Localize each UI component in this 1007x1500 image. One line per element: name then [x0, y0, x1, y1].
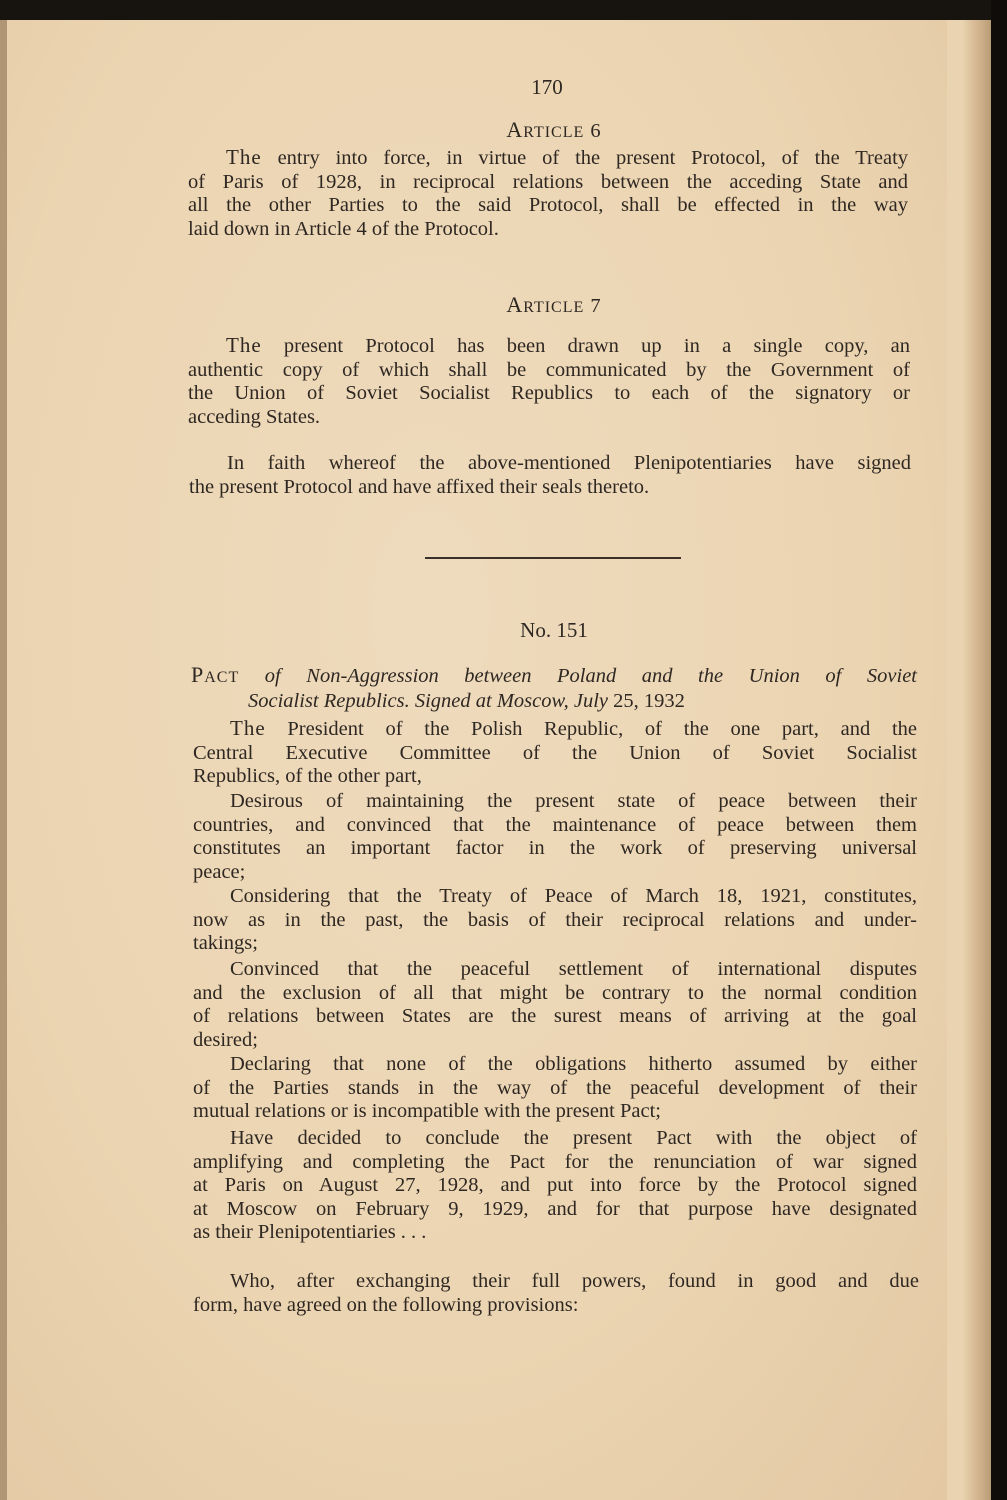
convinced-line-3: of relations between States are the surest means of arriving at the goal — [193, 1005, 917, 1027]
scan-border-top — [0, 0, 1007, 20]
considering-line-3: takings; — [193, 932, 258, 954]
article-7-line-2: authentic copy of which shall be communicated by the Government of — [188, 358, 910, 381]
have-decided-line-3: at Paris on August 27, 1928, and put into force by the Protocol signed — [193, 1174, 917, 1196]
considering-line-1: Considering that the Treaty of Peace of March 18, 1921, constitutes, — [230, 885, 917, 907]
article-6-line-4: laid down in Article 4 of the Protocol. — [188, 217, 499, 240]
faith-line-1: In faith whereof the above-mentioned Plenipotentiaries have signed — [227, 452, 911, 474]
article-6-line-1 — [188, 146, 908, 171]
article-7-heading — [7, 293, 1007, 320]
have-decided-line-2: amplifying and completing the Pact for the renunciation of war signed — [193, 1150, 917, 1173]
paragraph-desirous — [193, 790, 917, 884]
considering-line-2: now as in the past, the basis of their reciprocal relations and under- — [193, 908, 917, 931]
article-6-heading-rest: RTICLE — [523, 124, 585, 141]
have-decided-line-1: Have decided to conclude the present Pact with the object of — [230, 1127, 917, 1149]
faith-line-2: the present Protocol and have affixed their seals thereto. — [189, 475, 650, 498]
article-6-line-1-text: entry into force, in virtue of the present Protocol, of the Treaty — [277, 147, 909, 169]
title-rest: ACT — [204, 669, 240, 686]
article-6-heading-initial: A — [506, 117, 524, 142]
desirous-line-2: countries, and convinced that the maintenance of peace between them — [193, 813, 917, 836]
paragraph-considering — [193, 885, 917, 956]
article-7-lead-word: The — [226, 333, 262, 357]
preamble-lead-word: The — [230, 716, 266, 740]
declaring-line-2: of the Parties stands in the way of the peaceful development of their — [193, 1076, 917, 1099]
preamble-paragraph — [193, 717, 917, 789]
desirous-line-1: Desirous of maintaining the present state of peace between their — [230, 790, 917, 812]
page-left-edge — [0, 20, 7, 1500]
declaring-line-1: Declaring that none of the obligations hitherto assumed by either — [230, 1053, 917, 1075]
document-title-line-2 — [191, 690, 917, 714]
article-7-line-4: acceding States. — [188, 405, 321, 428]
document-number-text: No. 151 — [520, 618, 588, 642]
title-date: 25, 1932 — [613, 689, 685, 712]
paragraph-convinced — [193, 958, 917, 1052]
convinced-line-1: Convinced that the peaceful settlement of international disputes — [230, 958, 917, 980]
title-initial: P — [191, 662, 205, 687]
closing-line-2: form, have agreed on the following provisions: — [193, 1293, 579, 1316]
closing-line-1: Who, after exchanging their full powers, found in good and due — [230, 1270, 919, 1292]
faith-paragraph — [189, 452, 911, 499]
document-number — [7, 619, 1007, 643]
paragraph-declaring — [193, 1053, 917, 1124]
declaring-line-3: mutual relations or is incompatible with the present Pact; — [193, 1100, 661, 1122]
convinced-line-4: desired; — [193, 1028, 258, 1051]
preamble-line-1-text: President of the Polish Republic, of the one part, and the — [287, 718, 918, 740]
have-decided-line-5: as their Plenipotentiaries . . . — [193, 1221, 427, 1243]
have-decided-line-4: at Moscow on February 9, 1929, and for that purpose have designated — [193, 1197, 917, 1220]
desirous-line-3: constitutes an important factor in the work of preserving universal — [193, 837, 917, 859]
paragraph-closing — [193, 1270, 919, 1317]
preamble-line-1 — [193, 717, 917, 742]
article-7-line-3: the Union of Soviet Socialist Republics to each of the signatory or — [188, 382, 910, 404]
article-7-line-1-text: present Protocol has been drawn up in a single copy, an — [283, 335, 910, 357]
article-6-lead-word: The — [226, 145, 262, 169]
page-number-text: 170 — [531, 75, 563, 99]
desirous-line-4: peace; — [193, 860, 246, 883]
document-title — [191, 663, 917, 713]
article-6-line-3: all the other Parties to the said Protocol, shall be effected in the way — [188, 194, 908, 216]
article-7-paragraph — [188, 334, 910, 429]
page-number — [7, 76, 1007, 100]
article-7-heading-number: 7 — [590, 295, 602, 317]
title-italic-1: of Non-Aggression between Poland and the Union of Soviet — [264, 665, 917, 687]
title-italic-2: Socialist Republics. Signed at Moscow, July — [248, 689, 609, 712]
article-7-heading-initial: A — [506, 292, 524, 317]
paragraph-have-decided — [193, 1127, 917, 1245]
article-6-line-2: of Paris of 1928, in reciprocal relations between the acceding State and — [188, 170, 908, 193]
scan-border-right — [991, 0, 1007, 1500]
preamble-line-2: Central Executive Committee of the Union of Soviet Socialist — [193, 741, 917, 764]
binding-edge — [963, 20, 991, 1500]
article-6-heading-number: 6 — [590, 120, 602, 142]
convinced-line-2: and the exclusion of all that might be contrary to the normal condition — [193, 981, 917, 1004]
preamble-line-3: Republics, of the other part, — [193, 765, 422, 787]
article-7-heading-rest: RTICLE — [523, 299, 585, 316]
article-6-heading — [7, 118, 1007, 145]
article-6-paragraph — [188, 146, 908, 241]
document-title-line-1 — [191, 663, 917, 690]
section-divider — [425, 557, 681, 559]
article-7-line-1 — [188, 334, 910, 359]
